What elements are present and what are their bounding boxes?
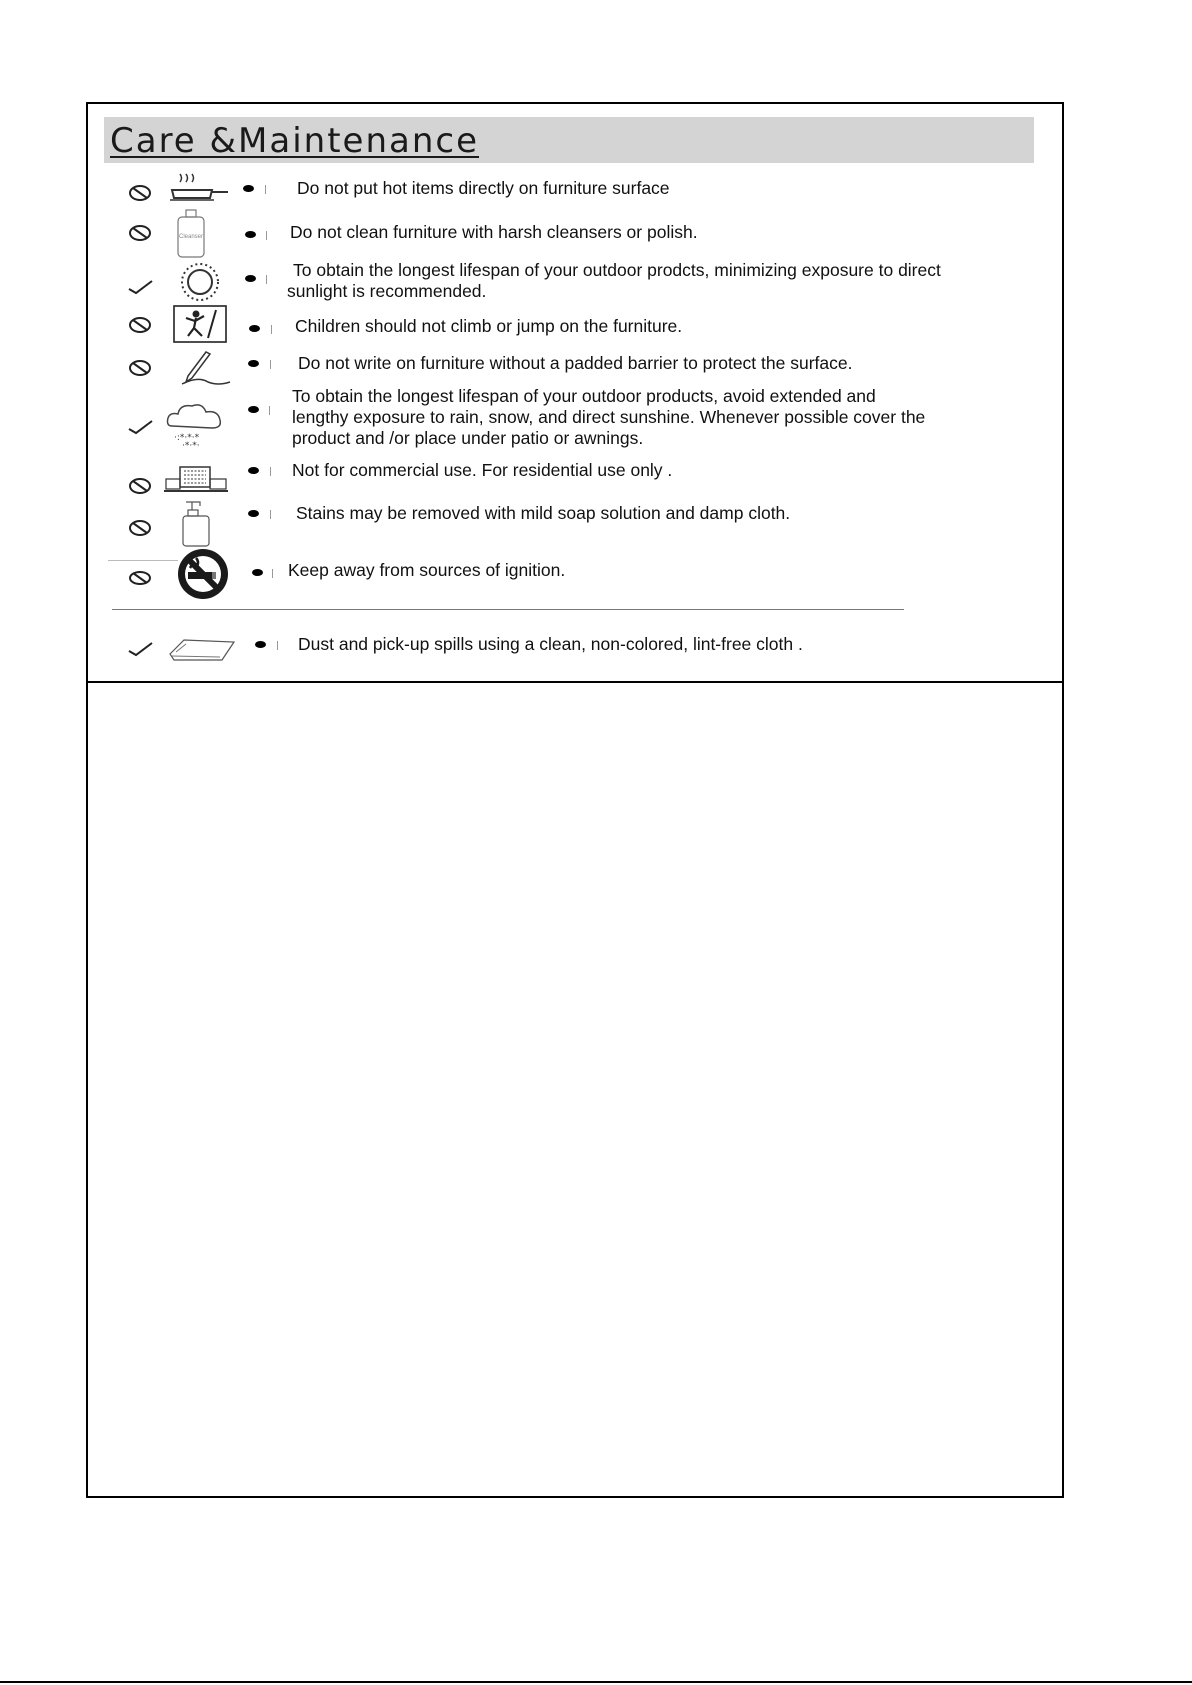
bullet-tick — [270, 510, 271, 519]
bullet-tick — [271, 325, 272, 334]
bullet-tick — [266, 231, 267, 240]
bullet-tick — [270, 360, 271, 369]
bullet — [245, 275, 256, 282]
care-text-line: To obtain the longest lifespan of your outdoor products, avoid extended and — [292, 386, 876, 406]
care-text: Dust and pick-up spills using a clean, non-colored, lint-free cloth . — [298, 634, 803, 654]
bullet-tick — [277, 641, 278, 650]
commercial-building-icon — [162, 463, 230, 495]
prohibited-icon — [126, 181, 156, 205]
prohibited-icon — [126, 221, 156, 245]
care-text: Do not clean furniture with harsh cleansers or polish. — [290, 222, 698, 242]
bullet — [252, 569, 263, 576]
check-icon — [126, 273, 156, 297]
care-text: Do not write on furniture without a padded barrier to protect the surface. — [298, 353, 853, 373]
page-bottom-rule — [0, 1681, 1192, 1683]
prohibited-icon — [126, 566, 156, 590]
page-title: Care &Maintenance — [110, 121, 480, 161]
bullet — [248, 360, 259, 367]
sun-icon — [172, 256, 228, 308]
child-climbing-icon — [172, 304, 228, 344]
check-icon — [126, 635, 156, 659]
cloth-icon — [166, 630, 238, 670]
svg-text:·*·*·: ·*·*· — [182, 441, 200, 450]
care-text: Keep away from sources of ignition. — [288, 560, 566, 580]
no-smoking-icon — [174, 546, 232, 602]
bullet — [248, 510, 259, 517]
prohibited-icon — [126, 516, 156, 540]
care-text: Do not put hot items directly on furniture surface — [297, 178, 670, 198]
svg-text:·:*·*·*: ·:*·*·* — [174, 433, 200, 443]
bullet-tick — [265, 185, 266, 194]
care-section-frame — [86, 102, 1064, 1498]
prohibited-icon — [126, 313, 156, 337]
care-text-line: sunlight is recommended. — [287, 281, 487, 301]
care-text-line: To obtain the longest lifespan of your outdoor prodcts, minimizing exposure to direct — [293, 260, 941, 280]
bullet-tick — [270, 467, 271, 476]
cleanser-bottle-icon — [172, 208, 212, 260]
check-icon — [126, 413, 156, 437]
bullet-tick — [266, 275, 267, 284]
bullet — [248, 406, 259, 413]
rain-snow-cloud-icon — [162, 398, 230, 450]
separator-line — [112, 609, 904, 610]
bullet — [249, 325, 260, 332]
faint-rule — [108, 560, 178, 561]
bullet — [245, 231, 256, 238]
prohibited-icon — [126, 356, 156, 380]
bullet-tick — [272, 569, 273, 578]
bullet — [243, 185, 254, 192]
bullet-tick — [269, 406, 270, 415]
bullet — [255, 641, 266, 648]
pen-writing-icon — [178, 348, 234, 388]
prohibited-icon — [126, 474, 156, 498]
care-text-line: lengthy exposure to rain, snow, and direct sunshine. Whenever possible cover the — [292, 407, 926, 427]
section-divider — [86, 681, 1064, 683]
care-text: Stains may be removed with mild soap solution and damp cloth. — [296, 503, 791, 523]
soap-bottle-icon — [178, 498, 218, 548]
care-text-line: product and /or place under patio or awnings. — [292, 428, 644, 448]
care-text: Not for commercial use. For residential use only . — [292, 460, 673, 480]
care-text: Children should not climb or jump on the furniture. — [295, 316, 683, 336]
bullet — [248, 467, 259, 474]
cleanser-label: Cleanser — [178, 234, 204, 240]
